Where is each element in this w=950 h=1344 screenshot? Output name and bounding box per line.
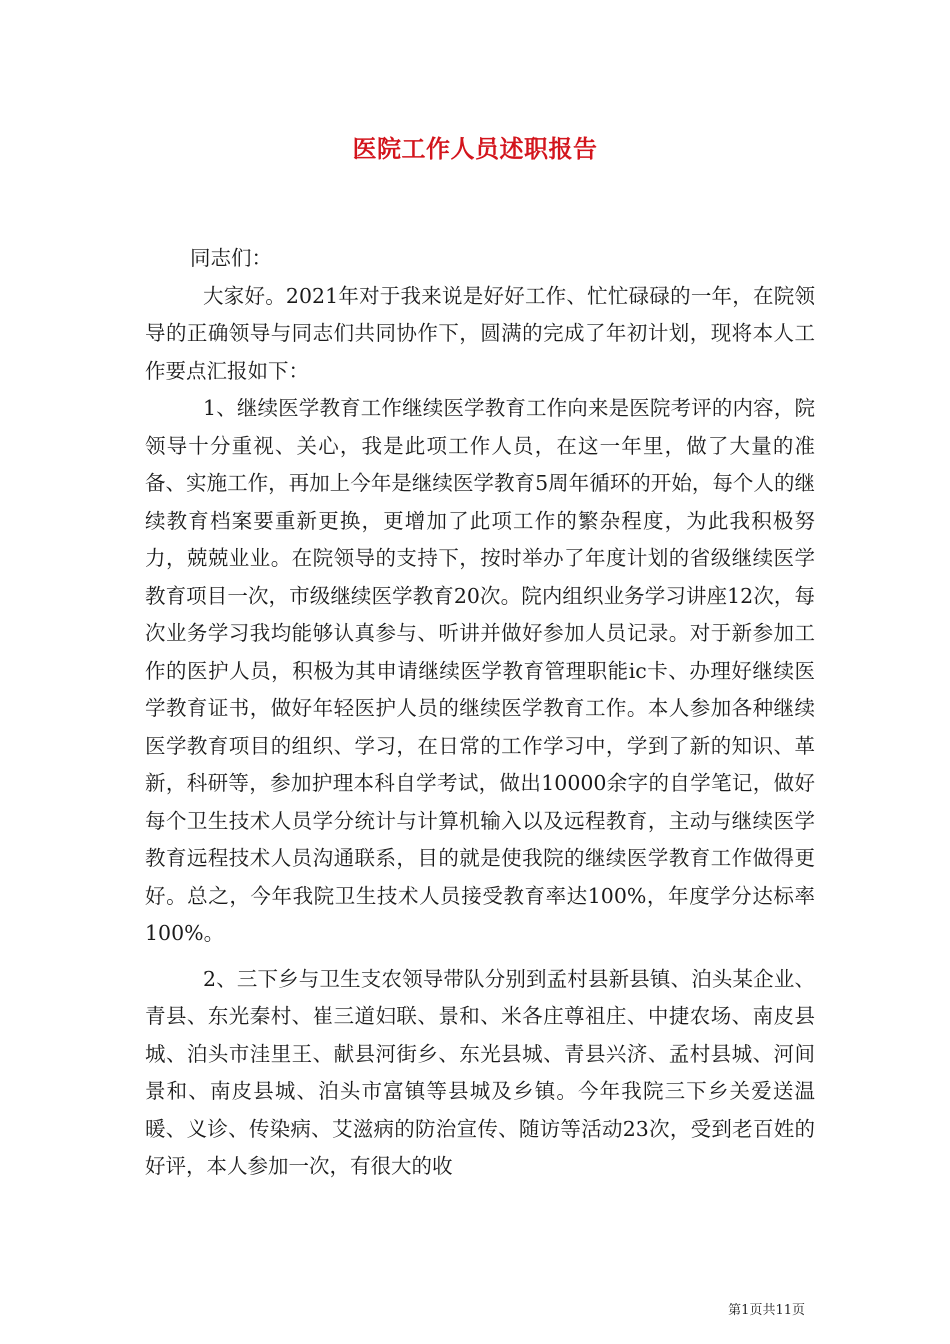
- page-number: 第1页共11页: [728, 1303, 805, 1318]
- paragraph-intro: 大家好。2021年对于我来说是好好工作、忙忙碌碌的一年，在院领导的正确领导与同志们共同协作下，圆满的完成了年初计划，现将本人工作要点汇报如下：: [145, 283, 815, 383]
- paragraph-rural-health: 2、三下乡与卫生支农领导带队分别到孟村县新县镇、泊头某企业、青县、东光秦村、崔三道妇联、景和、米各庄尊祖庄、中捷农场、南皮县城、泊头市洼里王、献县河街乡、东光县城、青县兴济、孟村县城、河间景和、南皮县城、泊头市富镇等县城及乡镇。今年我院三下乡关爱送温暖、义诊、传染病、艾滋病的防治宣传、随访等活动23次，受到老百姓的好评，本人参加一次，有很大的收: [145, 966, 815, 1178]
- paragraph-continuing-education: 1、继续医学教育工作继续医学教育工作向来是医院考评的内容，院领导十分重视、关心，我是此项工作人员，在这一年里，做了大量的准备、实施工作，再加上今年是继续医学教育5周年循环的开始，每个人的继续教育档案要重新更换，更增加了此项工作的繁杂程度，为此我积极努力，兢兢业业。在院领导的支持下，按时举办了年度计划的省级继续医学教育项目一次，市级继续医学教育20次。院内组织业务学习讲座12次，每次业务学习我均能够认真参与、听讲并做好参加人员记录。对于新参加工作的医护人员，积极为其申请继续医学教育管理职能ic卡、办理好继续医学教育证书，做好年轻医护人员的继续医学教育工作。本人参加各种继续医学教育项目的组织、学习，在日常的工作学习中，学到了新的知识、革新，科研等，参加护理本科自学考试，做出10000余字的自学笔记，做好每个卫生技术人员学分统计与计算机输入以及远程教育，主动与继续医学教育远程技术人员沟通联系，目的就是使我院的继续医学教育工作做得更好。总之，今年我院卫生技术人员接受教育率达100%，年度学分达标率100%。: [145, 396, 815, 945]
- document-body: [145, 240, 815, 1186]
- salutation: 同志们：: [190, 246, 272, 270]
- document-title: 医院工作人员述职报告: [352, 134, 598, 163]
